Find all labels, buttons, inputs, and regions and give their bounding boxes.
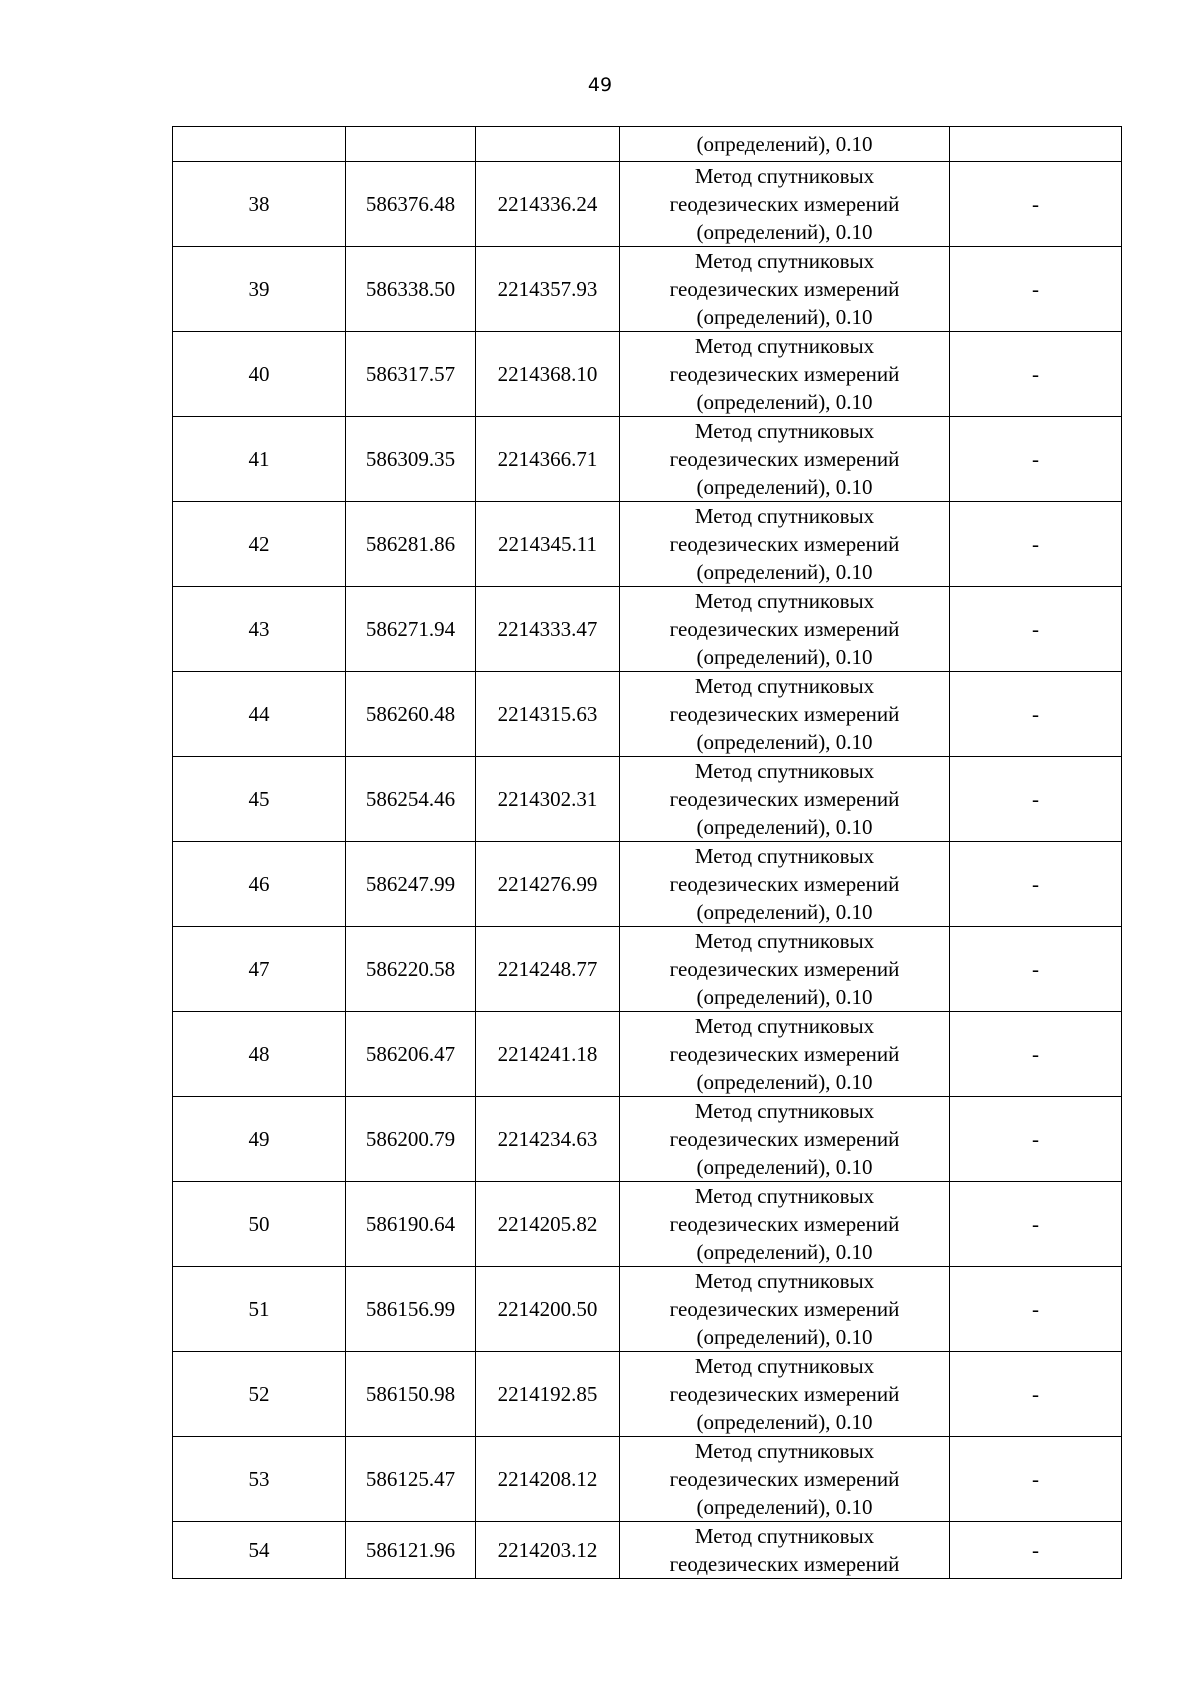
cell-x-coordinate: 586200.79 xyxy=(346,1097,476,1182)
method-text: Метод спутниковых геодезических измерений (определений), 0.10 xyxy=(669,844,900,924)
cell-x-coordinate: 586206.47 xyxy=(346,1012,476,1097)
table-row xyxy=(173,417,1122,502)
cell-y-coordinate: 2214315.63 xyxy=(476,672,620,757)
cell-note: - xyxy=(950,1012,1122,1097)
method-text: Метод спутниковых геодезических измерений (определений), 0.10 xyxy=(669,164,900,244)
cell-method xyxy=(620,332,950,417)
cell-y-coordinate: 2214345.11 xyxy=(476,502,620,587)
cell-note: - xyxy=(950,502,1122,587)
cell-point-number: 53 xyxy=(173,1437,346,1522)
cell-x-coordinate: 586125.47 xyxy=(346,1437,476,1522)
cell-x-coordinate: 586190.64 xyxy=(346,1182,476,1267)
cell-method xyxy=(620,1437,950,1522)
method-text: Метод спутниковых геодезических измерений (определений), 0.10 xyxy=(669,589,900,669)
cell-y-coordinate: 2214368.10 xyxy=(476,332,620,417)
cell-x-coordinate: 586220.58 xyxy=(346,927,476,1012)
cell-y-coordinate: 2214200.50 xyxy=(476,1267,620,1352)
cell-note: - xyxy=(950,162,1122,247)
method-text: Метод спутниковых геодезических измерений (определений), 0.10 xyxy=(669,249,900,329)
table-row xyxy=(173,502,1122,587)
cell-method xyxy=(620,1267,950,1352)
cell-y-coordinate: 2214208.12 xyxy=(476,1437,620,1522)
table-row xyxy=(173,1267,1122,1352)
method-text: Метод спутниковых геодезических измерений (определений), 0.10 xyxy=(669,334,900,414)
method-text: Метод спутниковых геодезических измерений (определений), 0.10 xyxy=(669,1269,900,1349)
cell-x-coordinate: 586121.96 xyxy=(346,1522,476,1579)
cell-point-number: 47 xyxy=(173,927,346,1012)
cell-y-coordinate: 2214203.12 xyxy=(476,1522,620,1579)
method-text: Метод спутниковых геодезических измерений (определений), 0.10 xyxy=(669,419,900,499)
cell-point-number: 40 xyxy=(173,332,346,417)
method-text: Метод спутниковых геодезических измерений xyxy=(669,1524,900,1576)
cell-point-number: 38 xyxy=(173,162,346,247)
cell-method xyxy=(620,587,950,672)
cell-point-number: 50 xyxy=(173,1182,346,1267)
cell-note: - xyxy=(950,757,1122,842)
table-row xyxy=(173,1522,1122,1579)
cell-y-coordinate: 2214241.18 xyxy=(476,1012,620,1097)
cell-point-number: 44 xyxy=(173,672,346,757)
method-text: Метод спутниковых геодезических измерений (определений), 0.10 xyxy=(669,1099,900,1179)
method-text: Метод спутниковых геодезических измерений (определений), 0.10 xyxy=(669,1354,900,1434)
cell-y-coordinate: 2214336.24 xyxy=(476,162,620,247)
cell-note: - xyxy=(950,332,1122,417)
cell-x-coordinate: 586271.94 xyxy=(346,587,476,672)
cell-method xyxy=(620,417,950,502)
cell-x-coordinate: 586338.50 xyxy=(346,247,476,332)
cell-point-number: 39 xyxy=(173,247,346,332)
cell-method xyxy=(620,162,950,247)
cell-y-coordinate: 2214234.63 xyxy=(476,1097,620,1182)
cell-note: - xyxy=(950,417,1122,502)
table-row xyxy=(173,247,1122,332)
cell-point-number: 48 xyxy=(173,1012,346,1097)
cell-note: - xyxy=(950,1437,1122,1522)
cell-point-number: 45 xyxy=(173,757,346,842)
cell-point-number: 51 xyxy=(173,1267,346,1352)
cell-x-coordinate: 586150.98 xyxy=(346,1352,476,1437)
table-row xyxy=(173,1182,1122,1267)
method-text: Метод спутниковых геодезических измерений (определений), 0.10 xyxy=(669,759,900,839)
table-body xyxy=(173,127,1122,1579)
cell-note: - xyxy=(950,587,1122,672)
cell-note: - xyxy=(950,672,1122,757)
cell-note: - xyxy=(950,1522,1122,1579)
coordinates-table xyxy=(172,126,1122,1579)
cell-x-coordinate: 586247.99 xyxy=(346,842,476,927)
table-row xyxy=(173,1097,1122,1182)
cell-x-coordinate: 586156.99 xyxy=(346,1267,476,1352)
cell-point-number: 49 xyxy=(173,1097,346,1182)
table-row xyxy=(173,1352,1122,1437)
cell-x-coordinate: 586281.86 xyxy=(346,502,476,587)
cell-method xyxy=(620,1522,950,1579)
cell-note: - xyxy=(950,1097,1122,1182)
method-text: Метод спутниковых геодезических измерений (определений), 0.10 xyxy=(669,1184,900,1264)
cell-note: - xyxy=(950,1182,1122,1267)
cell-y-coordinate: 2214366.71 xyxy=(476,417,620,502)
cell-method xyxy=(620,1182,950,1267)
table-row xyxy=(173,672,1122,757)
cell-y-coordinate xyxy=(476,127,620,162)
cell-method xyxy=(620,672,950,757)
cell-method xyxy=(620,502,950,587)
cell-point-number: 52 xyxy=(173,1352,346,1437)
cell-method xyxy=(620,247,950,332)
method-text: Метод спутниковых геодезических измерений (определений), 0.10 xyxy=(669,674,900,754)
cell-point-number: 54 xyxy=(173,1522,346,1579)
cell-note: - xyxy=(950,1352,1122,1437)
cell-method xyxy=(620,757,950,842)
cell-y-coordinate: 2214192.85 xyxy=(476,1352,620,1437)
cell-note: - xyxy=(950,1267,1122,1352)
cell-method xyxy=(620,1012,950,1097)
cell-method xyxy=(620,127,950,162)
cell-note xyxy=(950,127,1122,162)
cell-note: - xyxy=(950,247,1122,332)
cell-x-coordinate: 586309.35 xyxy=(346,417,476,502)
cell-method xyxy=(620,1097,950,1182)
cell-x-coordinate: 586254.46 xyxy=(346,757,476,842)
method-text: Метод спутниковых геодезических измерений (определений), 0.10 xyxy=(669,1014,900,1094)
cell-x-coordinate xyxy=(346,127,476,162)
method-text: Метод спутниковых геодезических измерений (определений), 0.10 xyxy=(669,929,900,1009)
cell-note: - xyxy=(950,927,1122,1012)
cell-x-coordinate: 586260.48 xyxy=(346,672,476,757)
method-text: Метод спутниковых геодезических измерений (определений), 0.10 xyxy=(669,1439,900,1519)
cell-x-coordinate: 586376.48 xyxy=(346,162,476,247)
cell-x-coordinate: 586317.57 xyxy=(346,332,476,417)
cell-point-number: 42 xyxy=(173,502,346,587)
table-row xyxy=(173,1012,1122,1097)
table-row xyxy=(173,842,1122,927)
table-row xyxy=(173,162,1122,247)
cell-y-coordinate: 2214302.31 xyxy=(476,757,620,842)
table-row xyxy=(173,927,1122,1012)
cell-method xyxy=(620,1352,950,1437)
cell-note: - xyxy=(950,842,1122,927)
method-text: (определений), 0.10 xyxy=(696,132,873,156)
cell-y-coordinate: 2214357.93 xyxy=(476,247,620,332)
cell-point-number: 46 xyxy=(173,842,346,927)
cell-point-number: 41 xyxy=(173,417,346,502)
cell-point-number xyxy=(173,127,346,162)
cell-y-coordinate: 2214276.99 xyxy=(476,842,620,927)
cell-y-coordinate: 2214333.47 xyxy=(476,587,620,672)
cell-point-number: 43 xyxy=(173,587,346,672)
method-text: Метод спутниковых геодезических измерений (определений), 0.10 xyxy=(669,504,900,584)
table-row xyxy=(173,757,1122,842)
table-row-continuation xyxy=(173,127,1122,162)
cell-y-coordinate: 2214248.77 xyxy=(476,927,620,1012)
table-row xyxy=(173,332,1122,417)
page-number: 49 xyxy=(587,74,613,96)
cell-method xyxy=(620,842,950,927)
cell-y-coordinate: 2214205.82 xyxy=(476,1182,620,1267)
table-row xyxy=(173,1437,1122,1522)
cell-method xyxy=(620,927,950,1012)
table-row xyxy=(173,587,1122,672)
